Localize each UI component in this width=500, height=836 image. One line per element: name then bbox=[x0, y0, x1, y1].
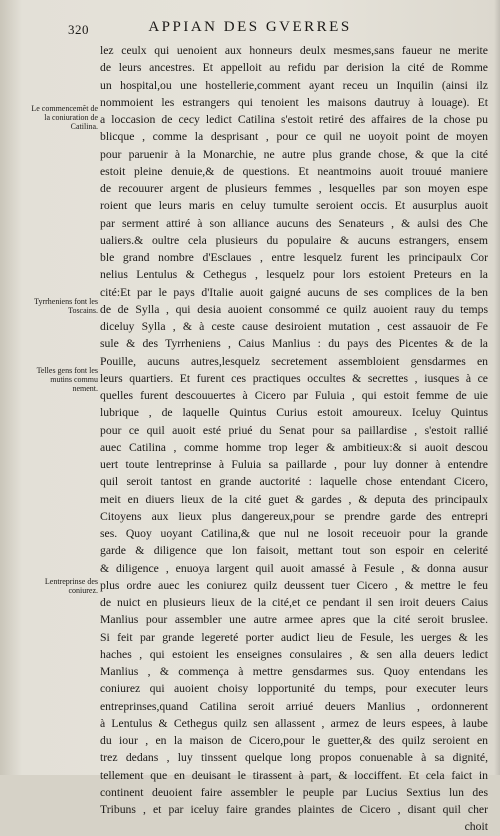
text-line: tellement que en deuisant le tirassent à part, & locciffent. Et cela faict in bbox=[100, 768, 488, 782]
catchword: choit bbox=[464, 820, 488, 834]
text-line: nelius Lentulus & Cethegus , lesquelz pour lors estoient Preteurs en la bbox=[100, 268, 488, 282]
text-line: blicque , comme la desprisant , pour ce quil ne uoyoit point de moyen bbox=[100, 130, 488, 144]
text-line: sule & des Tyrrheniens , Caius Manlius : du pays des Picentes & de la bbox=[100, 337, 488, 351]
text-line: par serment attiré à son alliance aucuns des Senateurs , & aulsi des Che bbox=[100, 216, 488, 230]
text-line: Tribuns , et par iceluy faire grandes plaintes de Cicero , disant quil cher bbox=[100, 803, 488, 816]
text-line: plus ordre auec les coniurez quilz deussent tuer Cicero , & mettre le feu bbox=[100, 578, 488, 592]
text-line: auec Catilina , comme homme trop leger & ambitieux:& si auoit descou bbox=[100, 440, 488, 454]
text-line: Si feit par grande legereté porter audict lieu de Fesule, les uerges & les bbox=[100, 630, 488, 644]
margin-note: Tyrrheniens font les Toscains. bbox=[34, 297, 98, 315]
text-line: entreprinses,quand Catilina seroit arriué deuers Manlius , ordonnerent bbox=[100, 699, 488, 713]
text-line: coniurez qui auoient choisy lopportunité du temps, pour executer leurs bbox=[100, 682, 488, 696]
text-line: du iour , en la maison de Cicero,pour le guetter,& des quilz seroient en bbox=[100, 734, 488, 747]
text-line: de leurs ancestres. Et appelloit au refidu par derision la cité de Romme bbox=[100, 61, 488, 75]
text-line: pour ce quil auoit esté priué du Senat pour sa paillardise , s'estoit rallié bbox=[100, 423, 488, 437]
text-line: Pouille, aucuns autres,lesquelz secretement assembloient gensdarmes en bbox=[100, 354, 488, 368]
text-line: meit en diuers lieux de la cité guet & gardes , & deputa des principaulx bbox=[100, 492, 488, 506]
running-title: APPIAN DES GVERRES bbox=[148, 19, 352, 35]
text-line: ses. Quoy uoyant Catilina,& que nul ne losoit receuoir pour la grande bbox=[100, 527, 488, 540]
text-line: trez dedans , luy tinssent quelque long propos conuenable à sa dignité, bbox=[100, 751, 488, 765]
text-line: quelles furent descouuertes à Cicero par Fuluia , qui estoit femme de uie bbox=[100, 389, 488, 402]
text-line: diceluy Sylla , & à ceste cause desiroient mutation , cest assauoir de Fe bbox=[100, 320, 488, 333]
body-text bbox=[100, 42, 488, 836]
text-line: quil seroit tantost en grande auctorité : laquelle chose entendant Cicero, bbox=[100, 475, 488, 489]
text-line: uert toute lentreprinse à Fuluia sa paillarde , pour luy donner à entendre bbox=[100, 458, 488, 471]
text-line: Manlius pour assembler une autre armee apres que la cité seroit bruslee. bbox=[100, 613, 488, 627]
text-line: à Lentulus & Cethegus quilz sen allassent , armez de leurs espees, à laube bbox=[100, 716, 488, 730]
text-line: continent deuoient faire assembler le peuple par Lucius Sextius lun des bbox=[100, 785, 488, 799]
text-line: leurs quartiers. Et furent ces practiques occultes & secrettes , iusques à ce bbox=[100, 371, 488, 385]
text-line: a loccasion de cecy ledict Catilina s'estoit retiré des affaires de la chose pu bbox=[100, 113, 488, 126]
text-line: haches , qui estoient les enseignes consulaires , & sen alla deuers ledict bbox=[100, 647, 488, 661]
text-line: un hospital,ou une hostellerie,comment ayant receu un Inquilin (ainsi ilz bbox=[100, 78, 488, 92]
text-line: & diligence , enuoya largent quil auoit amassé à Fesule , & donna ausur bbox=[100, 561, 488, 575]
text-line: de nuict en plusieurs lieux de la cité,et ce pendant il sen iroit deuers Caius bbox=[100, 596, 488, 609]
text-line: nommoient les estrangers qui tenoient les maisons dautruy à louage). Et bbox=[100, 95, 488, 109]
margin-note: Telles gens font les mutins commu nement. bbox=[36, 366, 98, 393]
page-edge-shadow bbox=[494, 0, 500, 775]
text-line: lubrique , de laquelle Quintus Curius estoit amoureux. Iceluy Quintus bbox=[100, 406, 488, 420]
text-line: ble grand nombre d'Esclaues , entre lesquelz furent les principaulx Cor bbox=[100, 251, 488, 264]
margin-note: Lentreprinse des coniurez. bbox=[44, 577, 98, 595]
text-line: de recouurer argent de plusieurs femmes , lesquelles par son moyen espe bbox=[100, 182, 488, 195]
text-line: lez ceulx qui uenoient aux honneurs deulx mesmes,sans faueur ne merite bbox=[100, 44, 488, 57]
text-line: cité:Et par le pays d'Italie auoit gaigné aucuns de ses complices de la ben bbox=[100, 285, 488, 299]
margin-note: Le commencemẽt de la coniuration de Catilina. bbox=[31, 104, 98, 131]
text-line: ualiers.& oultre cela plusieurs du populaire & aucuns estrangers, ensem bbox=[100, 233, 488, 247]
text-line: pour paruenir à la Monarchie, ne autre plus grande chose, & que la cité bbox=[100, 147, 488, 161]
text-line: estoit pleine denuie,& de questions. Et neantmoins auoit trouué maniere bbox=[100, 164, 488, 178]
text-line: Manlius , & commença à mettre gensdarmes sus. Quoy entendans les bbox=[100, 665, 488, 678]
text-line: Citoyens aux lieux plus dangereux,pour se prendre garde des entrepri bbox=[100, 509, 488, 523]
page-number: 320 bbox=[68, 22, 89, 37]
text-line: roient que leurs maris en celuy tumulte seroient occis. Et ausurplus auoit bbox=[100, 199, 488, 213]
text-line: de de Sylla , qui desia auoient consommé ce quilz auoient rauy du temps bbox=[100, 302, 488, 316]
margin-notes bbox=[0, 0, 100, 775]
text-line: garde & diligence que lon faisoit, mettant tout son espoir en celerité bbox=[100, 544, 488, 558]
